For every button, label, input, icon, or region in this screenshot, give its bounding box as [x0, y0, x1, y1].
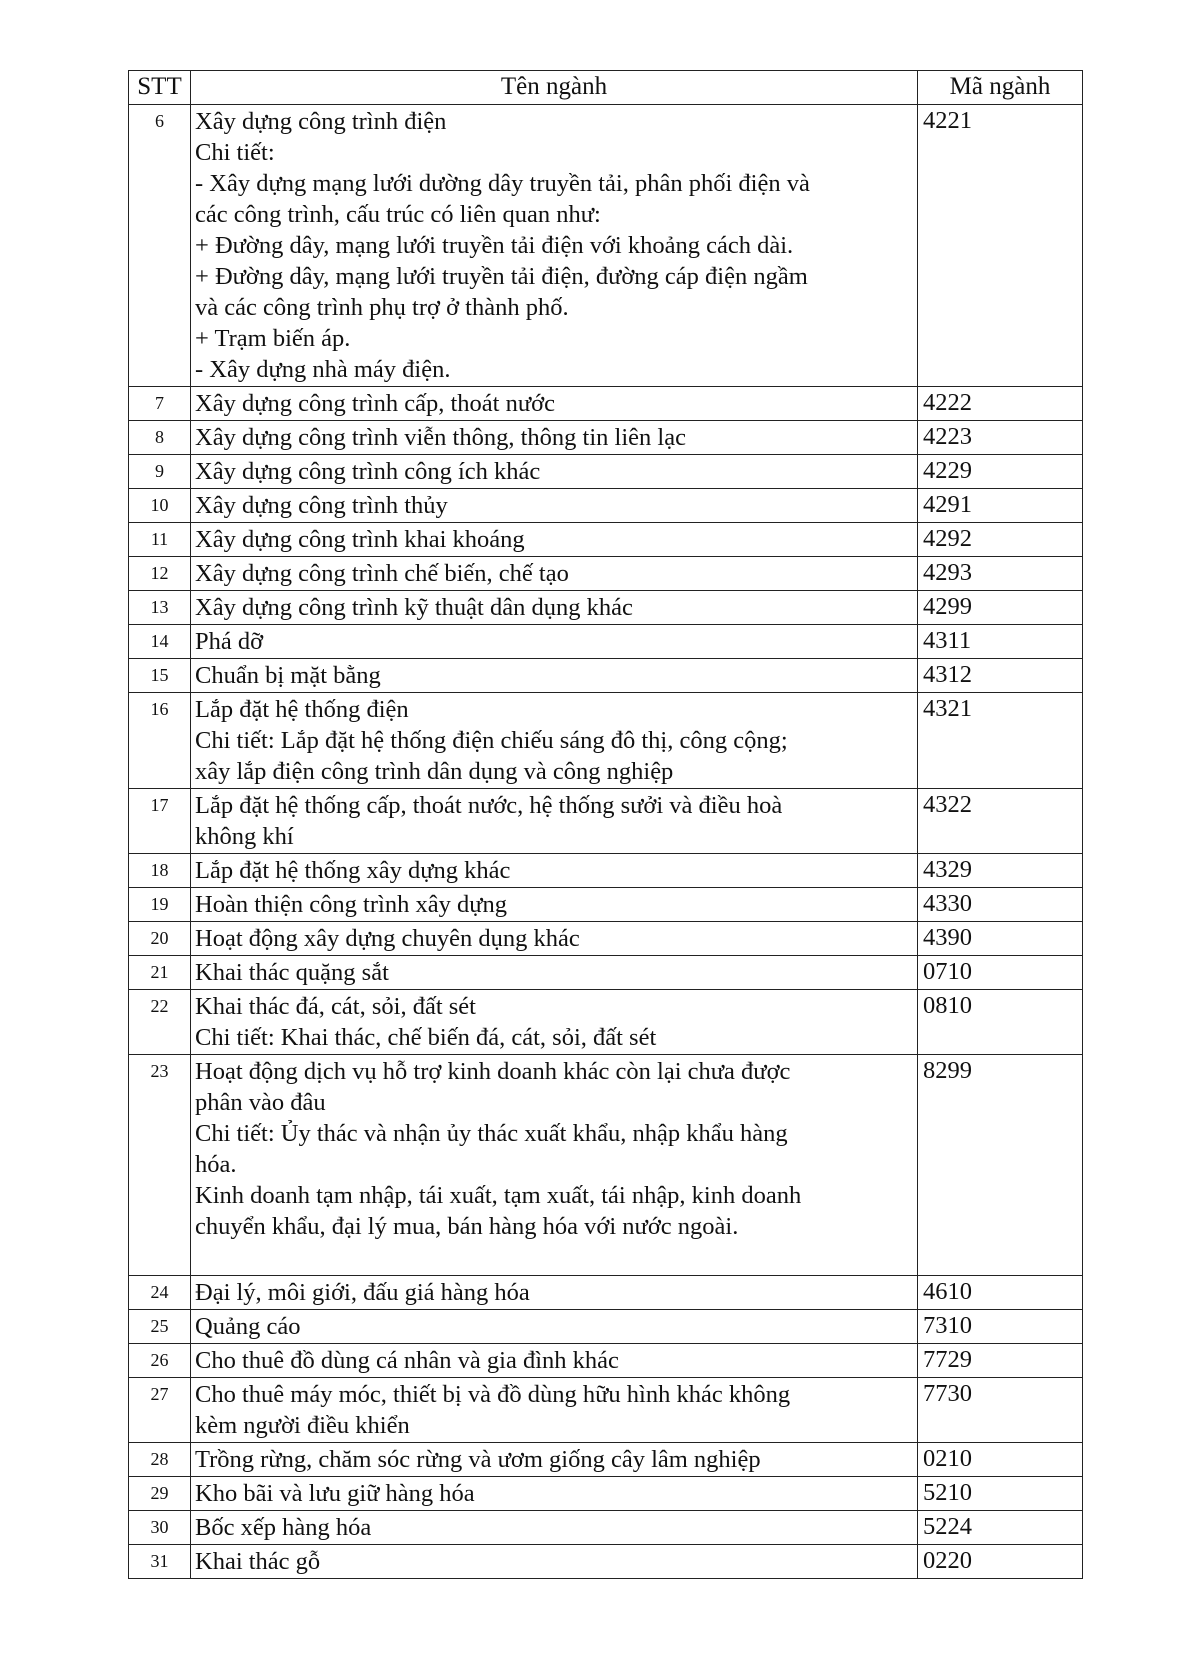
- industry-name: Chuẩn bị mặt bằng: [195, 662, 381, 689]
- industry-code: 4311: [918, 625, 1083, 659]
- industry-detail-line: + Trạm biến áp.: [195, 325, 351, 352]
- row-number: 24: [129, 1276, 191, 1310]
- industry-name-cell: [191, 693, 918, 789]
- industry-code: 7730: [918, 1378, 1083, 1443]
- table-row: [129, 105, 1083, 387]
- industry-name: Khai thác gỗ: [195, 1548, 321, 1575]
- industry-detail-line: Kinh doanh tạm nhập, tái xuất, tạm xuất, tái nhập, kinh doanh: [195, 1182, 802, 1209]
- industry-code: 4610: [918, 1276, 1083, 1310]
- table-row: [129, 1378, 1083, 1443]
- table-row: [129, 557, 1083, 591]
- industry-code: 5224: [918, 1511, 1083, 1545]
- row-number: 10: [129, 489, 191, 523]
- table-row: [129, 1443, 1083, 1477]
- table-header: [129, 71, 1083, 105]
- industry-name: Lắp đặt hệ thống điện: [195, 696, 409, 723]
- table-row: [129, 854, 1083, 888]
- row-number: 22: [129, 990, 191, 1055]
- industry-name: Đại lý, môi giới, đấu giá hàng hóa: [195, 1279, 530, 1306]
- industry-name-cell: [191, 591, 918, 625]
- row-number: 6: [129, 105, 191, 387]
- industry-name-cell: [191, 557, 918, 591]
- industry-name: Xây dựng công trình cấp, thoát nước: [195, 390, 555, 417]
- industry-detail-line: chuyển khẩu, đại lý mua, bán hàng hóa với nước ngoài.: [195, 1213, 739, 1240]
- industry-name-cell: [191, 888, 918, 922]
- row-number: 17: [129, 789, 191, 854]
- industry-name: Xây dựng công trình viễn thông, thông tin liên lạc: [195, 424, 686, 451]
- table-row: [129, 1276, 1083, 1310]
- table-row: [129, 1055, 1083, 1276]
- industry-name-cell: [191, 1055, 918, 1276]
- row-number: 19: [129, 888, 191, 922]
- row-number: 18: [129, 854, 191, 888]
- industry-detail-line: - Xây dựng nhà máy điện.: [195, 356, 451, 383]
- industry-name: Khai thác đá, cát, sỏi, đất sét: [195, 993, 476, 1020]
- table-row: [129, 591, 1083, 625]
- industry-name: Xây dựng công trình kỹ thuật dân dụng khác: [195, 594, 633, 621]
- row-number: 23: [129, 1055, 191, 1276]
- industry-code: 4291: [918, 489, 1083, 523]
- row-number: 31: [129, 1545, 191, 1579]
- table-row: [129, 421, 1083, 455]
- industry-detail-line: Chi tiết:: [195, 139, 275, 166]
- industry-detail-line: xây lắp điện công trình dân dụng và công nghiệp: [195, 758, 674, 785]
- industry-detail-line: phân vào đâu: [195, 1089, 326, 1116]
- industry-name-cell: [191, 523, 918, 557]
- industry-code: 4293: [918, 557, 1083, 591]
- industry-name: Hoạt động xây dựng chuyên dụng khác: [195, 925, 580, 952]
- industry-name: Lắp đặt hệ thống cấp, thoát nước, hệ thống sưởi và điều hoà: [195, 792, 783, 819]
- table-row: [129, 523, 1083, 557]
- industry-detail-line: kèm người điều khiển: [195, 1412, 410, 1439]
- row-number: 21: [129, 956, 191, 990]
- industry-code: 0710: [918, 956, 1083, 990]
- header-row: [129, 71, 1083, 105]
- industry-code: 4390: [918, 922, 1083, 956]
- industry-code: 4329: [918, 854, 1083, 888]
- table-row: [129, 1545, 1083, 1579]
- industry-code: 4321: [918, 693, 1083, 789]
- blank-line: [195, 1242, 915, 1274]
- industry-code: 8299: [918, 1055, 1083, 1276]
- industry-name: Quảng cáo: [195, 1313, 301, 1340]
- table-row: [129, 888, 1083, 922]
- row-number: 15: [129, 659, 191, 693]
- industry-name-cell: [191, 990, 918, 1055]
- table-row: [129, 1310, 1083, 1344]
- industry-name: Xây dựng công trình điện: [195, 108, 447, 135]
- industry-name-cell: [191, 387, 918, 421]
- industry-code: 4292: [918, 523, 1083, 557]
- row-number: 30: [129, 1511, 191, 1545]
- industry-detail-line: + Đường dây, mạng lưới truyền tải điện với khoảng cách dài.: [195, 232, 794, 259]
- industry-name: Hoạt động dịch vụ hỗ trợ kinh doanh khác còn lại chưa được: [195, 1058, 791, 1085]
- header-stt: STT: [129, 71, 191, 105]
- industry-name: Xây dựng công trình thủy: [195, 492, 448, 519]
- industry-name-cell: [191, 105, 918, 387]
- table-row: [129, 387, 1083, 421]
- industry-detail-line: Chi tiết: Khai thác, chế biến đá, cát, sỏi, đất sét: [195, 1024, 657, 1051]
- industry-name-cell: [191, 1378, 918, 1443]
- industry-name: Lắp đặt hệ thống xây dựng khác: [195, 857, 511, 884]
- row-number: 9: [129, 455, 191, 489]
- header-code: Mã ngành: [918, 71, 1083, 105]
- industry-code: 4222: [918, 387, 1083, 421]
- industry-code: 4322: [918, 789, 1083, 854]
- row-number: 7: [129, 387, 191, 421]
- industry-name-cell: [191, 1545, 918, 1579]
- industry-name: Trồng rừng, chăm sóc rừng và ươm giống cây lâm nghiệp: [195, 1446, 761, 1473]
- industry-name: Kho bãi và lưu giữ hàng hóa: [195, 1480, 475, 1507]
- industry-code: 0210: [918, 1443, 1083, 1477]
- row-number: 11: [129, 523, 191, 557]
- industry-name: Bốc xếp hàng hóa: [195, 1514, 372, 1541]
- business-lines-table: [128, 70, 1083, 1579]
- industry-name-cell: [191, 1477, 918, 1511]
- industry-name: Cho thuê đồ dùng cá nhân và gia đình khác: [195, 1347, 619, 1374]
- industry-name-cell: [191, 489, 918, 523]
- table-row: [129, 990, 1083, 1055]
- row-number: 12: [129, 557, 191, 591]
- table-row: [129, 1477, 1083, 1511]
- industry-name: Xây dựng công trình khai khoáng: [195, 526, 525, 553]
- industry-name-cell: [191, 421, 918, 455]
- industry-name: Hoàn thiện công trình xây dựng: [195, 891, 507, 918]
- row-number: 28: [129, 1443, 191, 1477]
- table-row: [129, 789, 1083, 854]
- table-row: [129, 455, 1083, 489]
- row-number: 20: [129, 922, 191, 956]
- industry-name-cell: [191, 854, 918, 888]
- industry-code: 4312: [918, 659, 1083, 693]
- row-number: 26: [129, 1344, 191, 1378]
- industry-name: Khai thác quặng sắt: [195, 959, 389, 986]
- industry-name: Xây dựng công trình chế biến, chế tạo: [195, 560, 569, 587]
- industry-name-cell: [191, 922, 918, 956]
- table-row: [129, 659, 1083, 693]
- industry-code: 7729: [918, 1344, 1083, 1378]
- industry-name-cell: [191, 1511, 918, 1545]
- row-number: 8: [129, 421, 191, 455]
- table-row: [129, 489, 1083, 523]
- row-number: 13: [129, 591, 191, 625]
- industry-detail-line: Chi tiết: Lắp đặt hệ thống điện chiếu sáng đô thị, công cộng;: [195, 727, 788, 754]
- industry-code: 7310: [918, 1310, 1083, 1344]
- industry-code: 0220: [918, 1545, 1083, 1579]
- industry-detail-line: và các công trình phụ trợ ở thành phố.: [195, 294, 569, 321]
- row-number: 29: [129, 1477, 191, 1511]
- table-row: [129, 693, 1083, 789]
- industry-detail-line: không khí: [195, 823, 294, 850]
- industry-name: Xây dựng công trình công ích khác: [195, 458, 541, 485]
- industry-code: 5210: [918, 1477, 1083, 1511]
- industry-detail-line: các công trình, cấu trúc có liên quan như:: [195, 201, 601, 228]
- table-row: [129, 956, 1083, 990]
- industry-code: 0810: [918, 990, 1083, 1055]
- industry-name-cell: [191, 455, 918, 489]
- industry-name-cell: [191, 1443, 918, 1477]
- header-name: Tên ngành: [191, 71, 918, 105]
- table-row: [129, 1511, 1083, 1545]
- table-body: [129, 105, 1083, 1579]
- row-number: 27: [129, 1378, 191, 1443]
- table-row: [129, 1344, 1083, 1378]
- industry-detail-line: + Đường dây, mạng lưới truyền tải điện, đường cáp điện ngầm: [195, 263, 808, 290]
- row-number: 25: [129, 1310, 191, 1344]
- industry-name-cell: [191, 789, 918, 854]
- industry-code: 4223: [918, 421, 1083, 455]
- industry-name-cell: [191, 625, 918, 659]
- industry-detail-line: hóa.: [195, 1151, 237, 1178]
- industry-name-cell: [191, 1344, 918, 1378]
- industry-detail-line: Chi tiết: Ủy thác và nhận ủy thác xuất khẩu, nhập khẩu hàng: [195, 1120, 788, 1147]
- industry-code: 4229: [918, 455, 1083, 489]
- row-number: 14: [129, 625, 191, 659]
- industry-code: 4221: [918, 105, 1083, 387]
- industry-name: Cho thuê máy móc, thiết bị và đồ dùng hữu hình khác không: [195, 1381, 791, 1408]
- industry-name-cell: [191, 1276, 918, 1310]
- industry-detail-line: - Xây dựng mạng lưới dường dây truyền tải, phân phối điện và: [195, 170, 810, 197]
- industry-code: 4330: [918, 888, 1083, 922]
- industry-name-cell: [191, 659, 918, 693]
- table-row: [129, 625, 1083, 659]
- table-row: [129, 922, 1083, 956]
- industry-code: 4299: [918, 591, 1083, 625]
- industry-name-cell: [191, 1310, 918, 1344]
- row-number: 16: [129, 693, 191, 789]
- industry-name-cell: [191, 956, 918, 990]
- industry-name: Phá dỡ: [195, 628, 264, 655]
